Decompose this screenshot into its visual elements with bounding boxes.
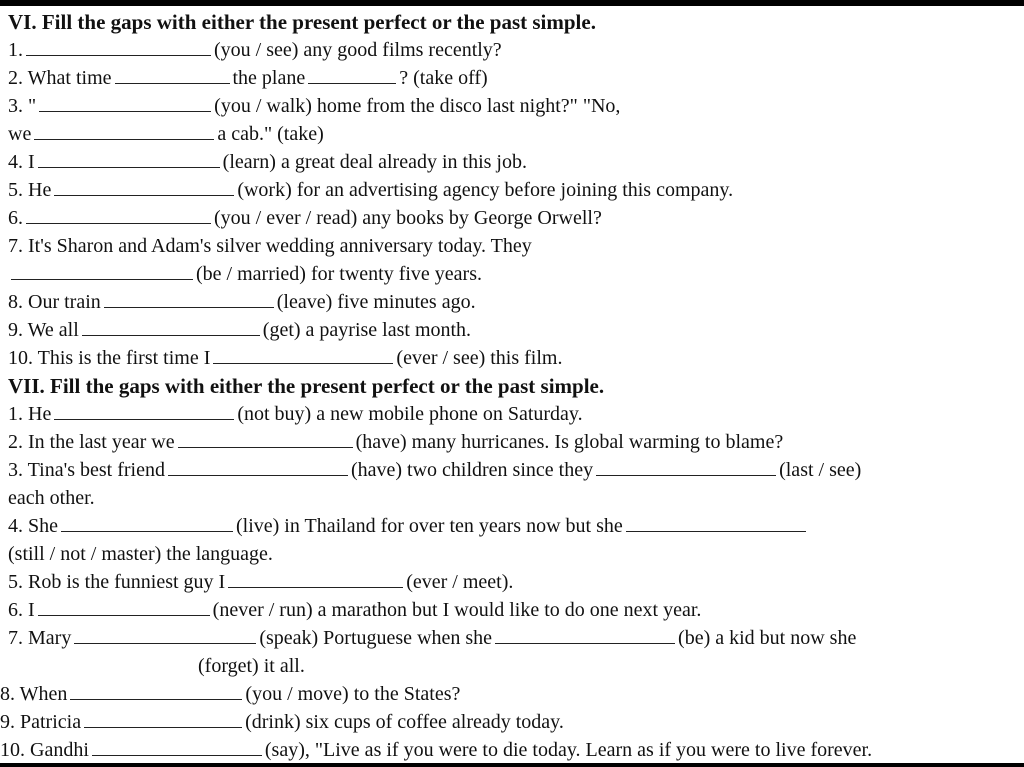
- answer-blank[interactable]: [38, 597, 210, 616]
- exercise-line: [8, 92, 1020, 120]
- line-text: we: [8, 123, 32, 145]
- line-text: 8. When: [0, 683, 68, 705]
- line-text: (you / ever / read) any books by George Orwell?: [214, 207, 602, 229]
- answer-blank[interactable]: [308, 65, 396, 84]
- exercise-line: [8, 596, 1020, 624]
- line-text: (you / move) to the States?: [245, 683, 461, 705]
- worksheet: [0, 8, 1020, 764]
- bottom-border: [0, 763, 1024, 767]
- line-text: 5. He: [8, 179, 52, 201]
- line-text: ? (take off): [399, 67, 488, 89]
- line-text: 1. He: [8, 403, 52, 425]
- answer-blank[interactable]: [178, 429, 353, 448]
- exercise-line: [8, 36, 1020, 64]
- line-text: 10. This is the first time I: [8, 347, 211, 369]
- line-text: (last / see): [779, 459, 862, 481]
- line-text: 3. Tina's best friend: [8, 459, 165, 481]
- line-text: 1.: [8, 39, 23, 61]
- line-text: each other.: [8, 487, 95, 509]
- line-text: 7. Mary: [8, 627, 72, 649]
- exercise-line: [8, 456, 1020, 484]
- line-text: (ever / meet).: [406, 571, 514, 593]
- line-text: (have) many hurricanes. Is global warming to blame?: [355, 431, 784, 453]
- line-text: 5. Rob is the funniest guy I: [8, 571, 226, 593]
- exercise-line: [8, 652, 1020, 680]
- line-text: 6. I: [8, 599, 35, 621]
- line-text: (ever / see) this film.: [396, 347, 563, 369]
- answer-blank[interactable]: [26, 205, 211, 224]
- exercise-line: [8, 176, 1020, 204]
- answer-blank[interactable]: [213, 345, 393, 364]
- exercise-line: [0, 680, 1020, 708]
- line-text: (drink) six cups of coffee already today.: [245, 711, 564, 733]
- line-text: (never / run) a marathon but I would like to do one next year.: [212, 599, 702, 621]
- line-text: (not buy) a new mobile phone on Saturday.: [237, 403, 583, 425]
- line-text: (still / not / master) the language.: [8, 543, 273, 565]
- exercise-line: [8, 64, 1020, 92]
- line-text: (work) for an advertising agency before joining this company.: [237, 179, 734, 201]
- top-border: [0, 0, 1024, 6]
- exercise-line: [8, 148, 1020, 176]
- exercise-line: [8, 120, 1020, 148]
- answer-blank[interactable]: [84, 709, 242, 728]
- section-heading: [8, 8, 1020, 36]
- exercise-line: [8, 512, 1020, 540]
- line-text: (be) a kid but now she: [678, 627, 857, 649]
- exercise-line: [8, 568, 1020, 596]
- answer-blank[interactable]: [115, 65, 230, 84]
- exercise-line: [8, 484, 1020, 512]
- answer-blank[interactable]: [82, 317, 260, 336]
- exercise-line: [8, 260, 1020, 288]
- line-text: (forget) it all.: [198, 655, 305, 677]
- answer-blank[interactable]: [61, 513, 233, 532]
- line-text: a cab." (take): [217, 123, 324, 145]
- line-text: (you / walk) home from the disco last night?" "No,: [214, 95, 621, 117]
- line-text: 2. In the last year we: [8, 431, 175, 453]
- line-text: 7. It's Sharon and Adam's silver wedding anniversary today. They: [8, 235, 532, 257]
- answer-blank[interactable]: [626, 513, 806, 532]
- answer-blank[interactable]: [596, 457, 776, 476]
- line-text: (have) two children since they: [350, 459, 594, 481]
- line-text: 8. Our train: [8, 291, 101, 313]
- exercise-line: [8, 624, 1020, 652]
- answer-blank[interactable]: [228, 569, 403, 588]
- line-text: 4. She: [8, 515, 58, 537]
- exercise-line: [8, 316, 1020, 344]
- line-text: (say), "Live as if you were to die today. Learn as if you were to live forever.: [264, 739, 873, 761]
- answer-blank[interactable]: [54, 177, 234, 196]
- line-text: (learn) a great deal already in this job.: [222, 151, 527, 173]
- exercise-line: [8, 540, 1020, 568]
- line-text: VII. Fill the gaps with either the present perfect or the past simple.: [8, 374, 605, 398]
- exercise-line: [8, 344, 1020, 372]
- line-text: 9. Patricia: [0, 711, 82, 733]
- answer-blank[interactable]: [11, 261, 193, 280]
- exercise-line: [8, 400, 1020, 428]
- answer-blank[interactable]: [104, 289, 274, 308]
- line-text: 4. I: [8, 151, 35, 173]
- line-text: (get) a payrise last month.: [262, 319, 472, 341]
- line-text: the plane: [232, 67, 306, 89]
- line-text: 9. We all: [8, 319, 79, 341]
- line-text: 6.: [8, 207, 23, 229]
- exercise-line: [8, 204, 1020, 232]
- answer-blank[interactable]: [92, 737, 262, 756]
- line-text: VI. Fill the gaps with either the present perfect or the past simple.: [8, 10, 596, 34]
- section-heading: [8, 372, 1020, 400]
- exercise-line: [8, 288, 1020, 316]
- exercise-line: [8, 428, 1020, 456]
- exercise-line: [8, 232, 1020, 260]
- answer-blank[interactable]: [39, 93, 211, 112]
- answer-blank[interactable]: [168, 457, 348, 476]
- line-text: 3. ": [8, 95, 37, 117]
- line-text: (you / see) any good films recently?: [214, 39, 502, 61]
- line-text: 2. What time: [8, 67, 112, 89]
- answer-blank[interactable]: [70, 681, 242, 700]
- answer-blank[interactable]: [26, 37, 211, 56]
- line-text: (leave) five minutes ago.: [276, 291, 476, 313]
- line-text: (speak) Portuguese when she: [259, 627, 493, 649]
- answer-blank[interactable]: [38, 149, 220, 168]
- line-text: (live) in Thailand for over ten years now but she: [236, 515, 623, 537]
- answer-blank[interactable]: [495, 625, 675, 644]
- exercise-line: [0, 736, 1020, 764]
- line-text: (be / married) for twenty five years.: [196, 263, 482, 285]
- answer-blank[interactable]: [74, 625, 256, 644]
- answer-blank[interactable]: [54, 401, 234, 420]
- exercise-line: [0, 708, 1020, 736]
- answer-blank[interactable]: [34, 121, 214, 140]
- line-text: 10. Gandhi: [0, 739, 89, 761]
